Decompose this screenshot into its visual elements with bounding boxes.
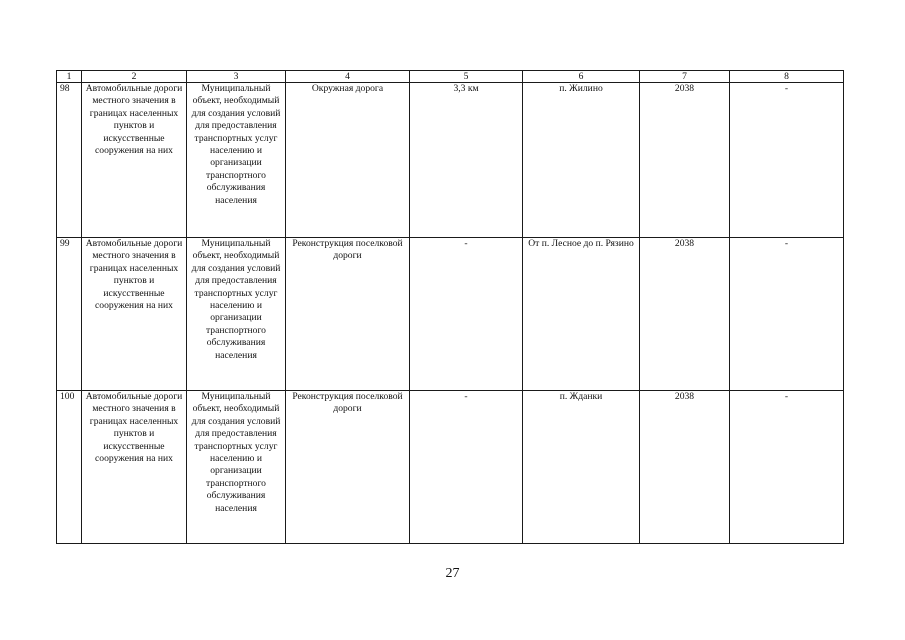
- cell-number: 100: [57, 391, 82, 544]
- header-col-4: 4: [286, 71, 410, 83]
- cell-object-purpose: Муниципальный объект, необходимый для создания условий для предоставления транспортных услуг населению и организации транспортного обслуживания населения: [187, 238, 286, 391]
- cell-zones: -: [730, 238, 844, 391]
- cell-year: 2038: [640, 391, 730, 544]
- cell-characteristics: -: [410, 391, 523, 544]
- table-row: [57, 391, 844, 544]
- header-col-8: 8: [730, 71, 844, 83]
- page-number: 27: [445, 566, 460, 581]
- table-row: [57, 238, 844, 391]
- objects-table: [56, 70, 844, 544]
- table-header: [57, 71, 844, 83]
- header-col-6: 6: [523, 71, 640, 83]
- cell-object-name: Реконструкция поселковой дороги: [286, 238, 410, 391]
- cell-object-name: Реконструкция поселковой дороги: [286, 391, 410, 544]
- cell-zones: -: [730, 83, 844, 238]
- cell-object-type: Автомобильные дороги местного значения в границах населенных пунктов и искусственные сооружения на них: [82, 238, 187, 391]
- header-col-5: 5: [410, 71, 523, 83]
- header-col-3: 3: [187, 71, 286, 83]
- cell-zones: -: [730, 391, 844, 544]
- cell-object-purpose: Муниципальный объект, необходимый для создания условий для предоставления транспортных услуг населению и организации транспортного обслуживания населения: [187, 391, 286, 544]
- cell-location: От п. Лесное до п. Рязино: [523, 238, 640, 391]
- cell-number: 98: [57, 83, 82, 238]
- cell-location: п. Жданки: [523, 391, 640, 544]
- cell-characteristics: -: [410, 238, 523, 391]
- header-col-2: 2: [82, 71, 187, 83]
- cell-year: 2038: [640, 238, 730, 391]
- cell-object-type: Автомобильные дороги местного значения в границах населенных пунктов и искусственные сооружения на них: [82, 83, 187, 238]
- cell-characteristics: 3,3 км: [410, 83, 523, 238]
- cell-year: 2038: [640, 83, 730, 238]
- cell-object-type: Автомобильные дороги местного значения в границах населенных пунктов и искусственные сооружения на них: [82, 391, 187, 544]
- header-col-7: 7: [640, 71, 730, 83]
- cell-object-name: Окружная дорога: [286, 83, 410, 238]
- table-row: [57, 83, 844, 238]
- header-col-1: 1: [57, 71, 82, 83]
- cell-location: п. Жилино: [523, 83, 640, 238]
- header-row: [57, 71, 844, 83]
- cell-number: 99: [57, 238, 82, 391]
- cell-object-purpose: Муниципальный объект, необходимый для создания условий для предоставления транспортных услуг населению и организации транспортного обслуживания населения: [187, 83, 286, 238]
